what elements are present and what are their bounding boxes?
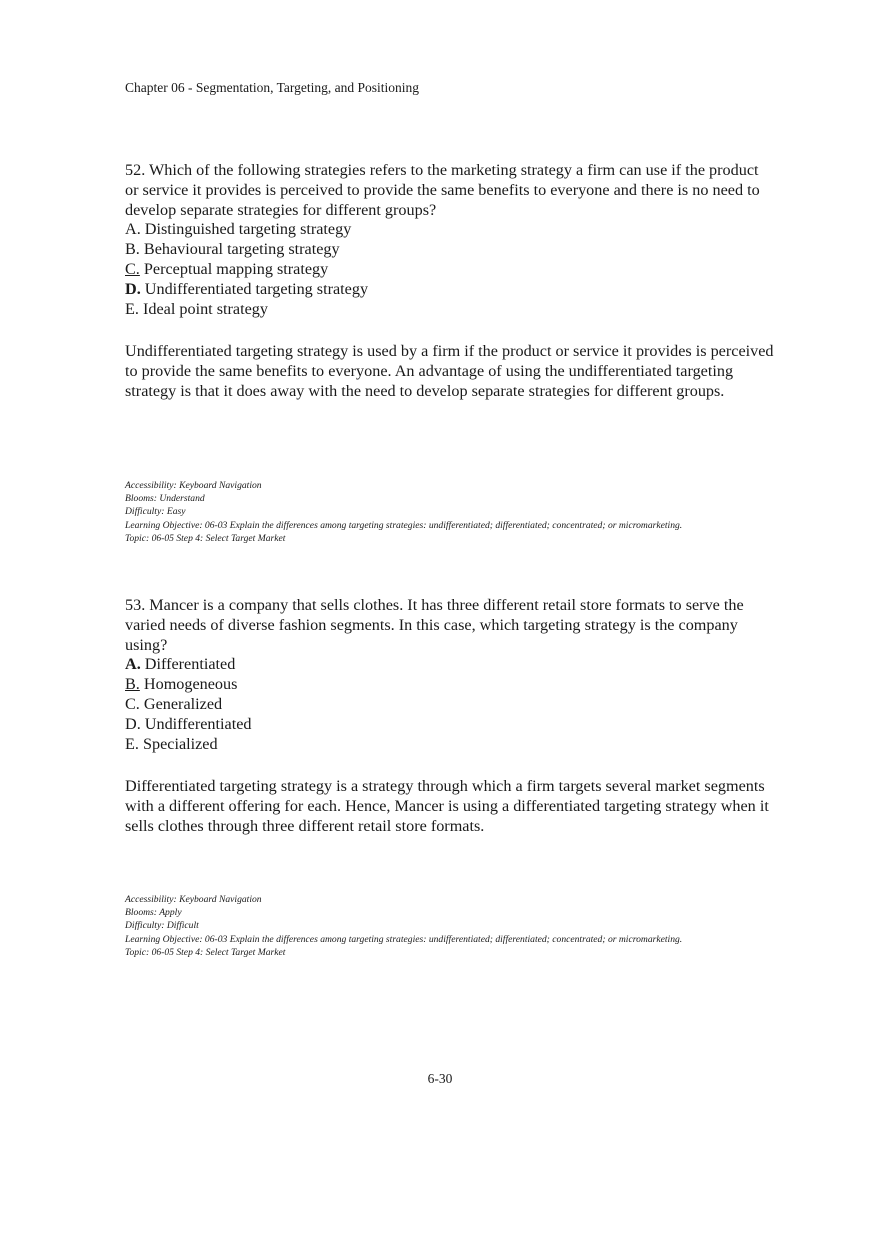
meta-accessibility: Accessibility: Keyboard Navigation <box>125 480 262 491</box>
question-stem: 53. Mancer is a company that sells clothes. It has three different retail store formats to serve the varied needs of diverse fashion segments. In this case, which targeting strategy is the company using? <box>125 596 744 654</box>
meta-topic: Topic: 06-05 Step 4: Select Target Market <box>125 946 286 958</box>
option-text: Differentiated <box>140 655 236 674</box>
meta-blooms: Blooms: Apply <box>125 907 182 919</box>
question-53 <box>125 596 775 754</box>
option-text: Specialized <box>138 734 218 753</box>
answer-options <box>125 655 775 754</box>
option-text: Perceptual mapping strategy <box>139 259 329 278</box>
meta-blooms: Blooms: Understand <box>125 493 205 505</box>
option-b <box>125 240 775 260</box>
option-e <box>125 735 775 755</box>
option-d <box>125 715 775 735</box>
option-c <box>125 260 775 280</box>
option-c <box>125 695 775 715</box>
explanation-53: Differentiated targeting strategy is a strategy through which a firm targets several market segments with a different offering for each. Hence, Mancer is using a differentiated targeting strategy when it sells clothes through three different retail store formats. <box>125 777 769 835</box>
option-e <box>125 300 775 320</box>
option-letter: A. <box>125 220 141 239</box>
meta-learning-objective: Learning Objective: 06-03 Explain the differences among targeting strategies: undifferentiated; differentiated; concentrated; or micromarketing. <box>125 519 683 531</box>
answer-options <box>125 220 775 319</box>
option-d-correct <box>125 280 775 300</box>
question-metadata-52 <box>125 479 745 545</box>
meta-difficulty: Difficulty: Easy <box>125 506 186 518</box>
page-number: 6-30 <box>427 1071 453 1086</box>
option-letter-correct: A. <box>125 655 141 674</box>
explanation-52: Undifferentiated targeting strategy is used by a firm if the product or service it provides is perceived to provide the same benefits to everyone. An advantage of using the undifferentiated targeting strategy is that it does away with the need to develop separate strategies for different groups. <box>125 342 774 400</box>
option-letter: B. <box>125 240 140 259</box>
meta-accessibility: Accessibility: Keyboard Navigation <box>125 894 262 905</box>
option-letter: E. <box>125 299 139 318</box>
option-letter: D. <box>125 714 141 733</box>
option-a-correct <box>125 655 775 675</box>
option-b <box>125 675 775 695</box>
option-text: Undifferentiated targeting strategy <box>140 279 369 298</box>
question-52 <box>125 161 775 319</box>
meta-learning-objective: Learning Objective: 06-03 Explain the differences among targeting strategies: undifferentiated; differentiated; concentrated; or micromarketing. <box>125 933 683 945</box>
option-text: Generalized <box>139 694 223 713</box>
question-stem: 52. Which of the following strategies refers to the marketing strategy a firm can use if the product or service it provides is perceived to provide the same benefits to everyone and there is no need to develop separate strategies for different groups? <box>125 161 760 219</box>
option-letter-marked: C. <box>125 259 140 278</box>
option-letter: E. <box>125 734 139 753</box>
meta-difficulty: Difficulty: Difficult <box>125 920 199 932</box>
option-text: Distinguished targeting strategy <box>140 220 352 239</box>
option-letter: C. <box>125 694 140 713</box>
chapter-header: Chapter 06 - Segmentation, Targeting, and Positioning <box>125 80 420 95</box>
option-text: Undifferentiated <box>140 714 252 733</box>
option-text: Behavioural targeting strategy <box>139 240 340 259</box>
meta-topic: Topic: 06-05 Step 4: Select Target Market <box>125 532 286 544</box>
option-a <box>125 220 775 240</box>
option-text: Ideal point strategy <box>138 299 268 318</box>
question-metadata-53 <box>125 893 745 959</box>
option-letter-marked: B. <box>125 675 140 694</box>
option-letter-correct: D. <box>125 279 141 298</box>
option-text: Homogeneous <box>139 675 238 694</box>
